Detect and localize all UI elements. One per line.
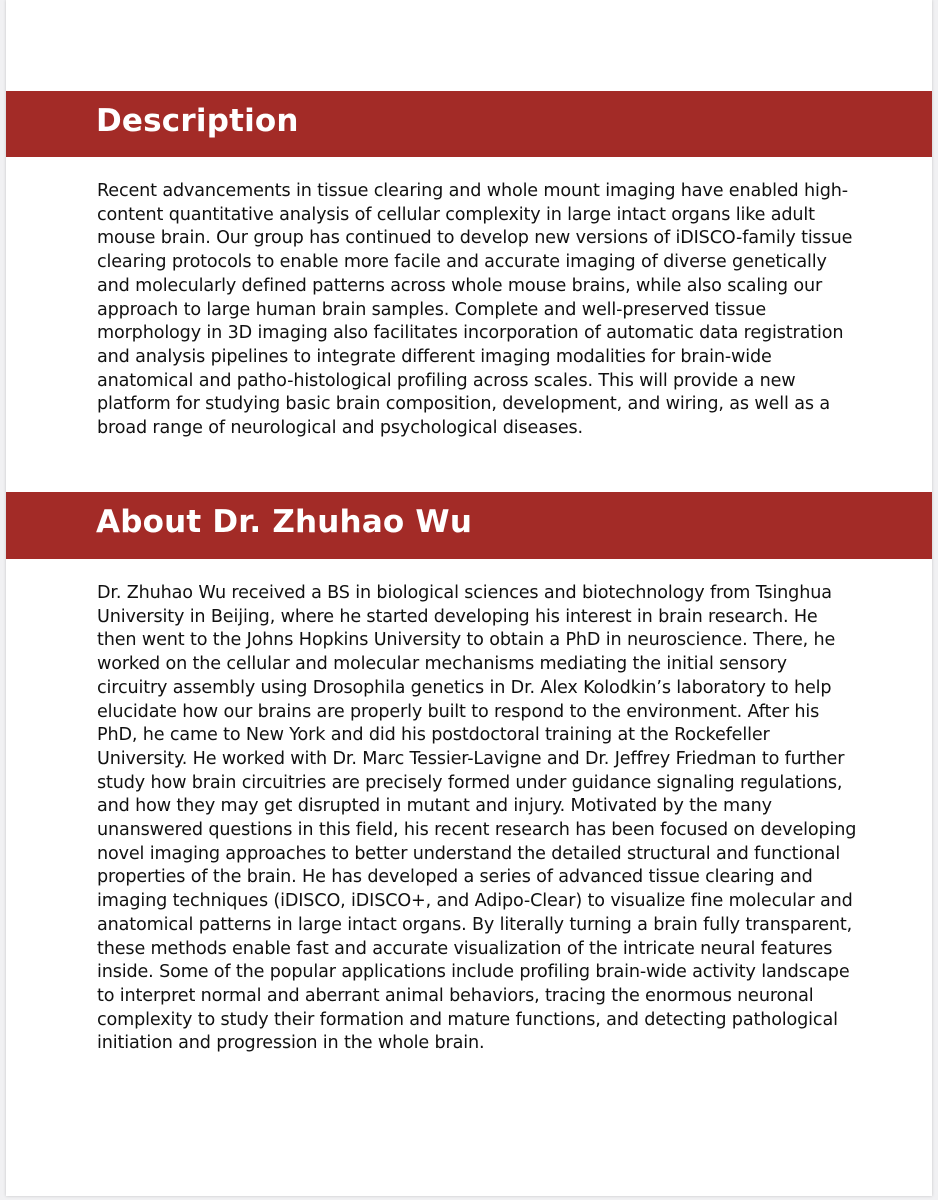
document-page xyxy=(6,0,932,1196)
description-heading: Description xyxy=(6,91,932,157)
description-text: Recent advancements in tissue clearing and whole mount imaging have enabled high-content quantitative analysis of cellular complexity in large intact organs like adult mouse brain. Our group has continued to develop new versions of iDISCO-family tissue clearing protocols to enable more facile and accurate imaging of diverse genetically and molecularly defined patterns across whole mouse brains, while also scaling our approach to large human brain samples. Complete and well-preserved tissue morphology in 3D imaging also facilitates incorporation of automatic data registration and analysis pipelines to integrate different imaging modalities for brain-wide anatomical and patho-histological profiling across scales. This will provide a new platform for studying basic brain composition, development, and wiring, as well as a broad range of neurological and psychological diseases. xyxy=(97,181,853,439)
about-heading: About Dr. Zhuhao Wu xyxy=(6,492,932,559)
about-text: Dr. Zhuhao Wu received a BS in biological sciences and biotechnology from Tsinghua University in Beijing, where he started developing his interest in brain research. He then went to the Johns Hopkins University to obtain a PhD in neuroscience. There, he worked on the cellular and molecular mechanisms mediating the initial sensory circuitry assembly using Drosophila genetics in Dr. Alex Kolodkin’s laboratory to help elucidate how our brains are properly built to respond to the environment. After his PhD, he came to New York and did his postdoctoral training at the Rockefeller University. He worked with Dr. Marc Tessier-Lavigne and Dr. Jeffrey Friedman to further study how brain circuitries are precisely formed under guidance signaling regulations, and how they may get disrupted in mutant and injury. Motivated by the many unanswered questions in this field, his recent research has been focused on developing novel imaging approaches to better understand the detailed structural and functional properties of the brain. He has developed a series of advanced tissue clearing and imaging techniques (iDISCO, iDISCO+, and Adipo-Clear) to visualize fine molecular and anatomical patterns in large intact organs. By literally turning a brain fully transparent, these methods enable fast and accurate visualization of the intricate neural features inside. Some of the popular applications include profiling brain-wide activity landscape to interpret normal and aberrant animal behaviors, tracing the enormous neuronal complexity to study their formation and mature functions, and detecting pathological initiation and progression in the whole brain. xyxy=(97,583,857,1054)
